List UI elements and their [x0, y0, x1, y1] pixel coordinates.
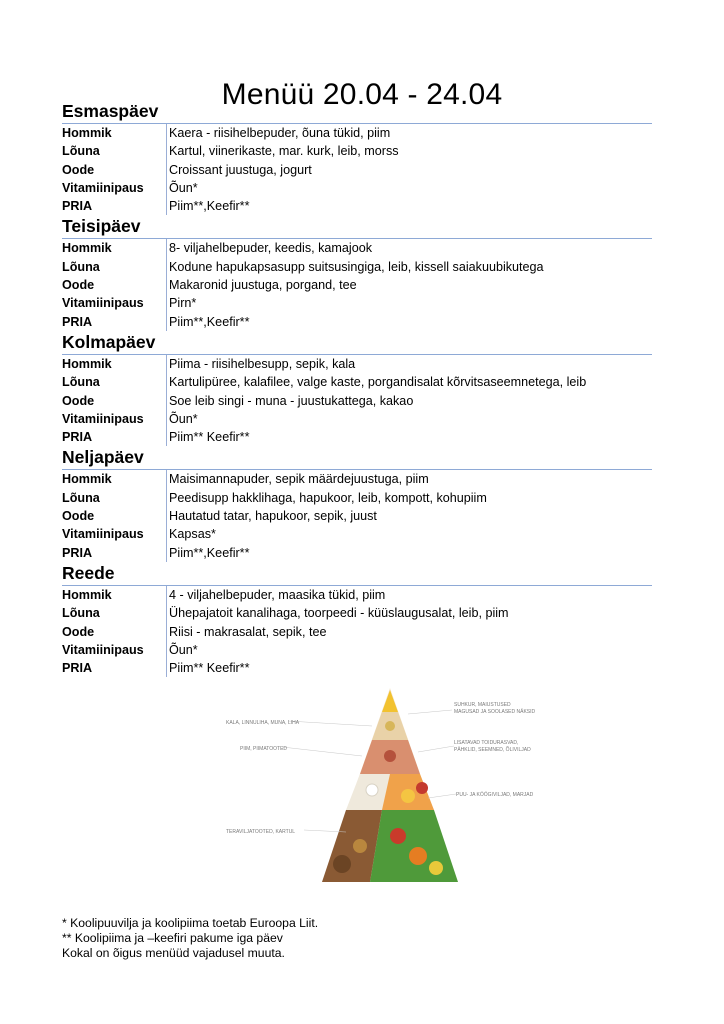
- meal-row: [62, 142, 652, 160]
- day-section-friday: [62, 562, 652, 677]
- meal-row: [62, 161, 652, 179]
- meal-label: Vitamiinipaus: [62, 296, 144, 311]
- day-title: Kolmapäev: [62, 331, 156, 352]
- meal-label: Vitamiinipaus: [62, 642, 144, 657]
- footnote: Kokal on õigus menüüd vajadusel muuta.: [62, 946, 285, 960]
- meal-label: PRIA: [62, 545, 93, 560]
- page-title: Menüü 20.04 - 24.04: [221, 78, 503, 112]
- meal-label: Vitamiinipaus: [62, 411, 144, 426]
- meal-value: Riisi - makrasalat, sepik, tee: [166, 623, 652, 641]
- potato-icon: [353, 839, 367, 853]
- meal-value: Õun*: [166, 641, 652, 659]
- meal-value: Õun*: [166, 410, 652, 428]
- meal-value: Piim** Keefir**: [166, 659, 652, 677]
- meal-row: [62, 604, 652, 622]
- day-title: Esmaspäev: [62, 101, 159, 121]
- meal-row: [62, 659, 652, 677]
- day-section-monday: [62, 100, 652, 215]
- meal-label: PRIA: [62, 661, 93, 676]
- oil-icon: [385, 721, 395, 731]
- meal-value: Maisimannapuder, sepik määrdejuustuga, piim: [166, 470, 652, 488]
- meal-label: PRIA: [62, 199, 93, 214]
- banana-icon: [401, 789, 415, 803]
- meal-label: Lõuna: [62, 259, 100, 274]
- meal-label: PRIA: [62, 430, 93, 445]
- meal-label: Oode: [62, 624, 95, 639]
- meal-row: [62, 470, 652, 488]
- meal-row: [62, 544, 652, 562]
- meal-row: [62, 179, 652, 197]
- meal-value: Ühepajatoit kanalihaga, toorpeedi - küüslaugusalat, leib, piim: [166, 604, 652, 622]
- meal-label: Hommik: [62, 126, 112, 140]
- pyramid-label: PÄHKLID, SEEMNED, ÕLIVILJAD: [454, 747, 531, 753]
- meal-row: [62, 507, 652, 525]
- pyramid-label: SUHKUR, MAIUSTUSED: [454, 702, 511, 708]
- meal-label: Hommik: [62, 356, 112, 371]
- meal-label: Hommik: [62, 241, 112, 256]
- meal-row: [62, 428, 652, 446]
- pyramid-label: PIIM, PIIMATOOTED: [240, 746, 288, 752]
- pyramid-label: MAGUSAD JA SOOLASED NÄKSID: [454, 709, 536, 715]
- meal-value: Makaronid juustuga, porgand, tee: [166, 276, 652, 294]
- meal-value: Croissant juustuga, jogurt: [166, 161, 652, 179]
- meal-label: Vitamiinipaus: [62, 180, 144, 195]
- meal-row: [62, 410, 652, 428]
- meal-value: Peedisupp hakklihaga, hapukoor, leib, kompott, kohupiim: [166, 489, 652, 507]
- meal-row: [62, 525, 652, 543]
- pepper-icon: [429, 861, 443, 875]
- meal-label: Vitamiinipaus: [62, 527, 144, 542]
- meal-row: [62, 641, 652, 659]
- meal-row: [62, 392, 652, 410]
- meal-label: Lõuna: [62, 375, 100, 390]
- pyramid-label: TERAVILJATOOTED, KARTUL: [226, 829, 296, 835]
- leader-line: [428, 794, 456, 798]
- footnote: * Koolipuuvilja ja koolipiima toetab Euroopa Liit.: [62, 916, 319, 930]
- day-title: Reede: [62, 562, 115, 583]
- meal-label: Hommik: [62, 587, 112, 602]
- meal-label: Lõuna: [62, 606, 100, 621]
- meal-label: Hommik: [62, 472, 112, 487]
- meal-value: 8- viljahelbepuder, keedis, kamajook: [166, 239, 652, 257]
- day-title: Neljapäev: [62, 447, 144, 468]
- meal-value: Kapsas*: [166, 525, 652, 543]
- meal-row: [62, 124, 652, 142]
- meal-value: Õun*: [166, 179, 652, 197]
- meal-value: Piim**,Keefir**: [166, 197, 652, 215]
- leader-line: [408, 710, 452, 714]
- meat-icon: [384, 750, 396, 762]
- meal-value: Kartul, viinerikaste, mar. kurk, leib, morss: [166, 142, 652, 160]
- meal-value: 4 - viljahelbepuder, maasika tükid, piim: [166, 586, 652, 604]
- meal-row: [62, 355, 652, 373]
- meal-label: Lõuna: [62, 490, 100, 505]
- meal-row: [62, 586, 652, 604]
- food-pyramid-image: [222, 686, 540, 886]
- meal-row: [62, 623, 652, 641]
- pyramid-label: LISATAVAD TOIDURASVAD,: [454, 740, 519, 746]
- meal-value: Piima - riisihelbesupp, sepik, kala: [166, 355, 652, 373]
- meal-label: PRIA: [62, 314, 93, 329]
- meal-value: Piim** Keefir**: [166, 428, 652, 446]
- meal-value: Piim**,Keefir**: [166, 544, 652, 562]
- footnotes: [62, 916, 318, 961]
- meal-label: Lõuna: [62, 144, 100, 159]
- weekly-menu: [62, 100, 652, 677]
- day-title: Teisipäev: [62, 216, 141, 237]
- meal-row: [62, 313, 652, 331]
- meal-row: [62, 489, 652, 507]
- milk-icon: [366, 784, 378, 796]
- pyramid-layer-vegetables: [370, 810, 458, 882]
- tomato-icon: [390, 828, 406, 844]
- day-section-tuesday: [62, 215, 652, 330]
- pyramid-top-sweets: [382, 690, 398, 712]
- food-pyramid: [222, 686, 540, 886]
- day-section-wednesday: [62, 331, 652, 446]
- meal-label: Oode: [62, 278, 95, 293]
- day-section-thursday: [62, 446, 652, 561]
- pyramid-label: KALA, LINNULIHA, MUNA, LIHA: [226, 720, 300, 726]
- meal-value: Kodune hapukapsasupp suitsusingiga, leib, kissell saiakuubikutega: [166, 258, 652, 276]
- apple-icon: [416, 782, 428, 794]
- meal-value: Pirn*: [166, 294, 652, 312]
- meal-value: Kaera - riisihelbepuder, õuna tükid, piim: [166, 124, 652, 142]
- meal-row: [62, 258, 652, 276]
- meal-label: Oode: [62, 509, 95, 524]
- meal-label: Oode: [62, 393, 95, 408]
- meal-value: Piim**,Keefir**: [166, 313, 652, 331]
- orange-icon: [409, 847, 427, 865]
- meal-row: [62, 239, 652, 257]
- meal-row: [62, 276, 652, 294]
- meal-row: [62, 373, 652, 391]
- meal-row: [62, 197, 652, 215]
- footnote: ** Koolipiima ja –keefiri pakume iga päev: [62, 931, 283, 945]
- leader-line: [282, 747, 362, 756]
- meal-row: [62, 294, 652, 312]
- leader-line: [288, 721, 372, 726]
- meal-value: Kartulipüree, kalafilee, valge kaste, porgandisalat kõrvitsaseemnetega, leib: [166, 373, 652, 391]
- leader-line: [418, 746, 454, 752]
- bread-icon: [333, 855, 351, 873]
- meal-label: Oode: [62, 162, 95, 177]
- meal-value: Hautatud tatar, hapukoor, sepik, juust: [166, 507, 652, 525]
- pyramid-label: PUU- JA KÖÖGIVILJAD, MARJAD: [456, 792, 534, 798]
- meal-value: Soe leib singi - muna - juustukattega, kakao: [166, 392, 652, 410]
